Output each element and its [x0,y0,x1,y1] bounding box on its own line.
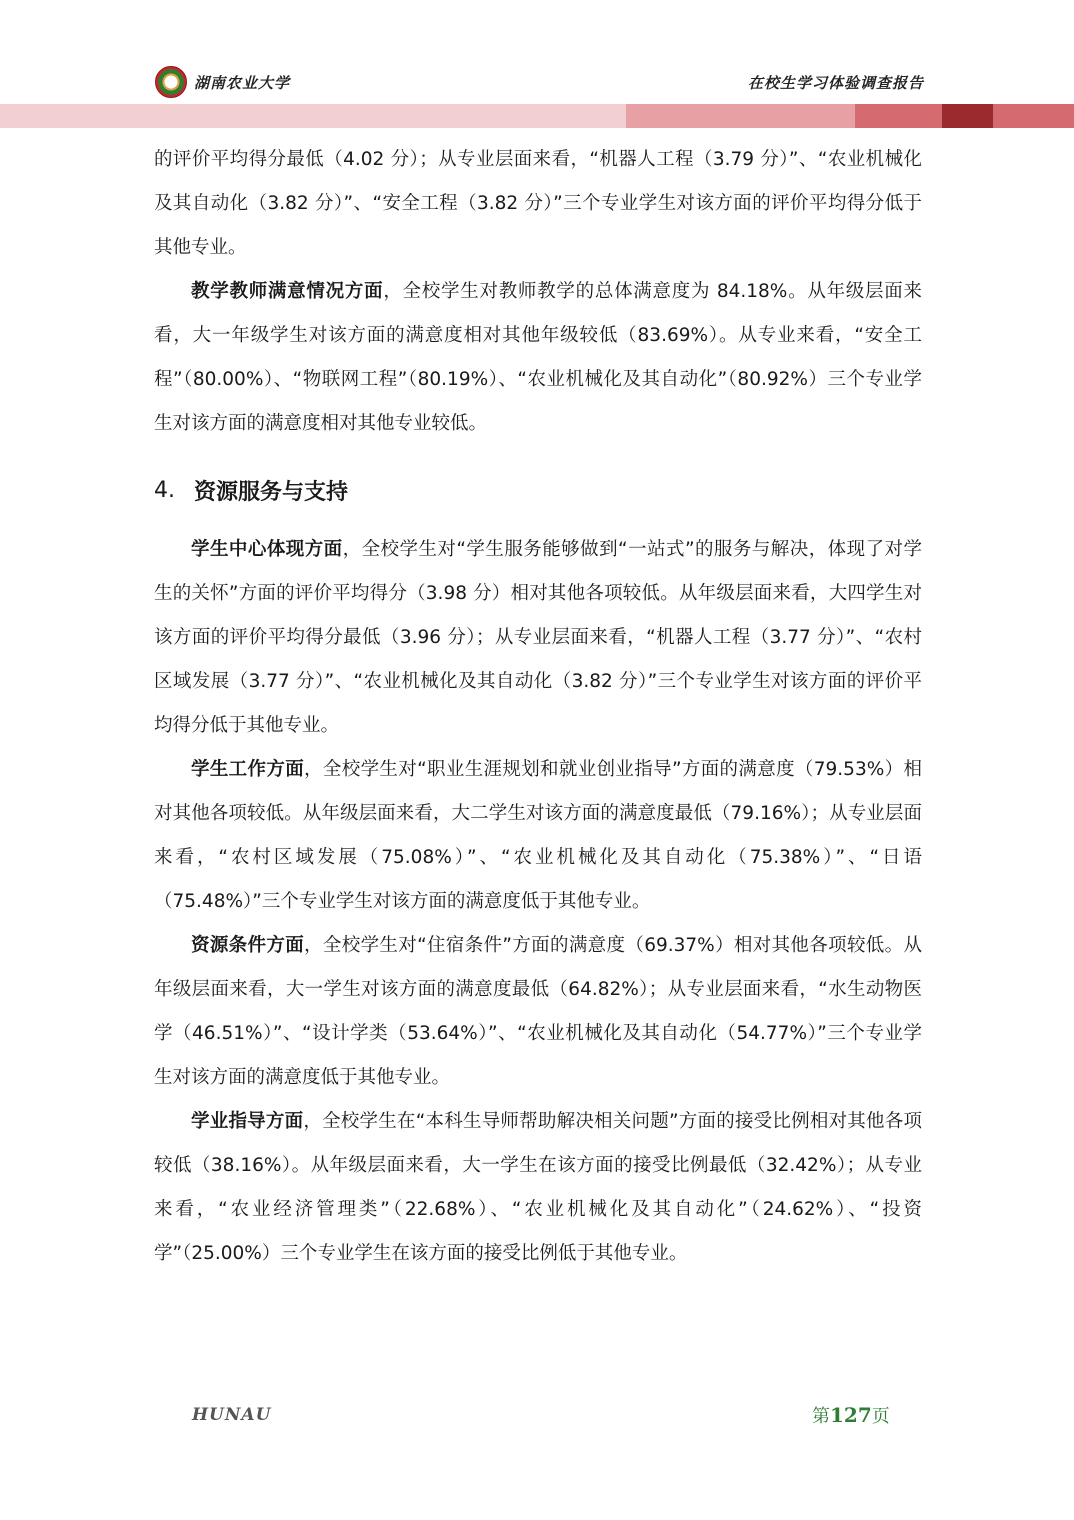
page-body [154,138,922,1276]
paragraph-student-work [154,748,922,924]
paragraph-text: ，全校学生在“本科生导师帮助解决相关问题”方面的接受比例相对其他各项较低（38.16%）。从年级层面来看，大一学生在该方面的接受比例最低（32.42%）；从专业来看，“农业经济管理类”（22.68%）、“农业机械化及其自动化”（24.62%）、“投资学”（25.00%）三个专业学生在该方面的接受比例低于其他专业。 [154,1111,922,1264]
header-stripe-dark [942,104,993,128]
paragraph-teaching-satisfaction [154,270,922,446]
page-prefix: 第 [812,1406,830,1427]
paragraph-lead: 学生工作方面 [191,759,305,780]
section-number: 4. [154,477,175,503]
paragraph-lead: 资源条件方面 [191,935,305,956]
paragraph-student-centered [154,528,922,748]
university-seal-icon [155,66,187,98]
page-number-value: 127 [830,1403,872,1427]
header-stripe-strong-end [993,104,1074,128]
page-number [812,1402,890,1428]
page-suffix: 页 [871,1406,890,1427]
paragraph-lead: 教学教师满意情况方面 [191,281,384,302]
paragraph-text: ，全校学生对“职业生涯规划和就业创业指导”方面的满意度（79.53%）相对其他各项较低。从年级层面来看，大二学生对该方面的满意度最低（79.16%）；从专业层面来看，“农村区域发展（75.08%）”、“农业机械化及其自动化（75.38%）”、“日语（75.48%）”三个专业学生对该方面的满意度低于其他专业。 [154,759,922,912]
section-title: 资源服务与支持 [194,479,349,505]
paragraph-lead: 学业指导方面 [191,1111,304,1132]
section-heading [154,454,922,526]
paragraph-resource-conditions [154,924,922,1100]
header-stripe-mid [626,104,855,128]
header-stripe-light [0,104,626,128]
paragraph-academic-guidance [154,1100,922,1276]
footer-logo: HUNAU [192,1405,272,1425]
paragraph-continued: 的评价平均得分最低（4.02 分）；从专业层面来看，“机器人工程（3.79 分）”、“农业机械化及其自动化（3.82 分）”、“安全工程（3.82 分）”三个专业学生对该方面的评价平均得分低于其他专业。 [154,149,922,258]
university-name: 湖南农业大学 [194,74,291,92]
header-stripe-strong [855,104,942,128]
report-title: 在校生学习体验调查报告 [747,74,924,92]
paragraph-text: ，全校学生对教师教学的总体满意度为 84.18%。从年级层面来看，大一年级学生对该方面的满意度相对其他年级较低（83.69%）。从专业来看，“安全工程”（80.00%）、“物联网工程”（80.19%）、“农业机械化及其自动化”（80.92%）三个专业学生对该方面的满意度相对其他专业较低。 [154,281,922,434]
paragraph-lead: 学生中心体现方面 [191,539,343,560]
paragraph-text: ，全校学生对“住宿条件”方面的满意度（69.37%）相对其他各项较低。从年级层面来看，大一学生对该方面的满意度最低（64.82%）；从专业层面来看，“水生动物医学（46.51%）”、“设计学类（53.64%）”、“农业机械化及其自动化（54.77%）”三个专业学生对该方面的满意度低于其他专业。 [154,935,922,1088]
page-header [0,0,1074,130]
paragraph-text: ，全校学生对“学生服务能够做到“一站式”的服务与解决，体现了对学生的关怀”方面的评价平均得分（3.98 分）相对其他各项较低。从年级层面来看，大四学生对该方面的评价平均得分最低（3.96 分）；从专业层面来看，“机器人工程（3.77 分）”、“农村区域发展（3.77 分）”、“农业机械化及其自动化（3.82 分）”三个专业学生对该方面的评价平均得分低于其他专业。 [154,539,922,736]
